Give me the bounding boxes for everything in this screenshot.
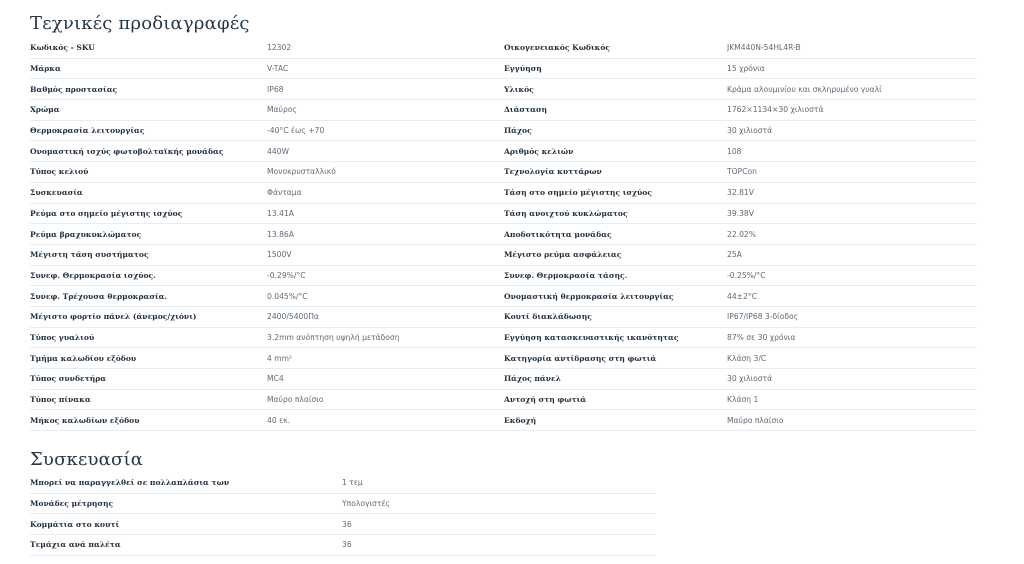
spec-label: Τάση ανοιχτού κυκλώματος [504, 208, 628, 218]
spec-value: 3.2mm ανόπτηση υψηλή μετάδοση [267, 332, 400, 342]
spec-value: 44±2°C [727, 291, 757, 301]
spec-value: 440W [267, 146, 290, 156]
spec-label: Αποδοτικότητα μονάδας [504, 229, 612, 239]
spec-label: Χρώμα [30, 105, 60, 115]
spec-label: Εκδοχή [504, 415, 537, 425]
packaging-row [30, 473, 656, 494]
spec-value: 1500V [267, 250, 292, 260]
spec-label: Ονομαστική ισχύς φωτοβολταϊκής μονάδας [30, 146, 224, 156]
spec-value: -0.29%/°C [267, 270, 306, 280]
packaging-value: Υπολογιστές [342, 499, 391, 509]
spec-row [30, 121, 977, 142]
packaging-label: Τεμάχια ανά παλέτα [30, 540, 121, 550]
spec-label: Μήκος καλωδίων εξόδου [30, 415, 140, 425]
specs-title: Τεχνικές προδιαγραφές [30, 13, 250, 34]
spec-value: 108 [727, 146, 742, 156]
spec-row [30, 390, 977, 411]
spec-label: Υλικός [504, 84, 534, 94]
spec-label: Ονομαστική θερμοκρασία λειτουργίας [504, 291, 674, 301]
spec-value: 30 χιλιοστά [727, 374, 773, 384]
spec-value: 0.045%/°C [267, 291, 308, 301]
spec-label: Τύπος γυαλιού [30, 332, 95, 342]
packaging-value: 1 τεμ [342, 478, 363, 488]
spec-value: 4 mm² [267, 353, 293, 363]
spec-label: Τύπος πίνακα [30, 395, 91, 405]
spec-label: Τύπος συνδετήρα [30, 374, 107, 384]
spec-row [30, 38, 977, 59]
spec-value: TOPCon [727, 167, 757, 177]
packaging-row [30, 535, 656, 556]
spec-value: Κλάση 1 [727, 395, 759, 405]
spec-value: 39.38V [727, 208, 754, 218]
spec-value: 40 εκ. [267, 415, 291, 425]
spec-row [30, 328, 977, 349]
spec-label: Βαθμός προστασίας [30, 84, 118, 94]
spec-label: Τάση στο σημείο μέγιστης ισχύος [504, 188, 652, 198]
spec-value: 30 χιλιοστά [727, 126, 773, 136]
spec-value: Μαύρο πλαίσιο [727, 415, 784, 425]
spec-value: 87% σε 30 χρόνια [727, 332, 796, 342]
spec-value: -0.25%/°C [727, 270, 766, 280]
packaging-table [30, 473, 656, 556]
packaging-label: Μονάδες μέτρησης [30, 499, 114, 509]
spec-label: Τμήμα καλωδίου εξόδου [30, 353, 137, 363]
spec-value: 32.81V [727, 188, 754, 198]
spec-value: -40°C έως +70 [267, 126, 325, 136]
spec-label: Κατηγορία αντίδρασης στη φωτιά [504, 353, 657, 363]
spec-row [30, 245, 977, 266]
packaging-row [30, 494, 656, 515]
spec-row [30, 162, 977, 183]
spec-label: Διάσταση [504, 105, 548, 115]
spec-label: Μέγιστη τάση συστήματος [30, 250, 149, 260]
spec-value: JKM440N-54HL4R-B [727, 43, 801, 53]
spec-label: Κωδικός - SKU [30, 43, 95, 53]
spec-row [30, 100, 977, 121]
spec-row [30, 59, 977, 80]
spec-value: Μονοκρυσταλλικό [267, 167, 336, 177]
specs-table [30, 38, 977, 431]
spec-label: Συνεφ. Θερμοκρασία τάσης. [504, 270, 628, 280]
spec-value: IP67/IP68 3-δίοδος [727, 312, 799, 322]
packaging-label: Μπορεί να παραγγελθεί σε πολλαπλάσια των [30, 478, 230, 488]
spec-label: Κουτί διακλάδωσης [504, 312, 592, 322]
spec-label: Εγγύηση κατασκευαστικής ικανότητας [504, 332, 679, 342]
spec-row [30, 286, 977, 307]
spec-label: Τύπος κελιού [30, 167, 89, 177]
spec-value: IP68 [267, 84, 284, 94]
spec-value: 1762×1134×30 χιλιοστά [727, 105, 824, 115]
spec-value: Κλάση 3/C [727, 353, 767, 363]
spec-row [30, 79, 977, 100]
spec-label: Τεχνολογία κυττάρων [504, 167, 602, 177]
spec-row [30, 410, 977, 431]
spec-row [30, 183, 977, 204]
spec-value: 13.41A [267, 208, 294, 218]
spec-label: Μάρκα [30, 64, 61, 74]
spec-label: Συνεφ. Τρέχουσα θερμοκρασία. [30, 291, 168, 301]
spec-label: Μέγιστο ρεύμα ασφάλειας [504, 250, 622, 260]
spec-label: Ρεύμα στο σημείο μέγιστης ισχύος [30, 208, 183, 218]
spec-label: Αντοχή στη φωτιά [504, 395, 587, 405]
spec-row [30, 348, 977, 369]
spec-row [30, 369, 977, 390]
spec-label: Εγγύηση [504, 64, 542, 74]
spec-label: Μέγιστο φορτίο πάνελ (άνεμος/χιόνι) [30, 312, 197, 322]
spec-value: MC4 [267, 374, 284, 384]
spec-row [30, 141, 977, 162]
spec-label: Συσκευασία [30, 188, 83, 198]
spec-value: Μαύρο πλαίσιο [267, 395, 324, 405]
spec-row [30, 266, 977, 287]
spec-row [30, 307, 977, 328]
spec-value: 15 χρόνια [727, 64, 765, 74]
spec-value: 2400/5400Πα [267, 312, 319, 322]
spec-value: Κράμα αλουμινίου και σκληρυμένο γυαλί [727, 84, 882, 94]
packaging-title: Συσκευασία [30, 449, 144, 470]
spec-value: V-TAC [267, 64, 289, 74]
spec-row [30, 204, 977, 225]
spec-row [30, 224, 977, 245]
spec-value: 22.02% [727, 229, 756, 239]
spec-label: Οικογενειακός Κωδικός [504, 43, 611, 53]
spec-label: Πάχος πάνελ [504, 374, 561, 384]
spec-value: 13.86A [267, 229, 294, 239]
spec-value: 12302 [267, 43, 292, 53]
spec-label: Συνεφ. Θερμοκρασία ισχύος. [30, 270, 156, 280]
spec-value: 25A [727, 250, 742, 260]
spec-value: Μαύρος [267, 105, 297, 115]
spec-label: Αριθμός κελιών [504, 146, 574, 156]
spec-label: Θερμοκρασία λειτουργίας [30, 126, 145, 136]
spec-value: Φάνταμα [267, 188, 302, 198]
packaging-value: 36 [342, 519, 352, 529]
spec-label: Πάχος [504, 126, 532, 136]
packaging-label: Κομμάτια στο κουτί [30, 519, 120, 529]
packaging-row [30, 514, 656, 535]
spec-label: Ρεύμα βραχυκυκλώματος [30, 229, 142, 239]
packaging-value: 36 [342, 540, 352, 550]
